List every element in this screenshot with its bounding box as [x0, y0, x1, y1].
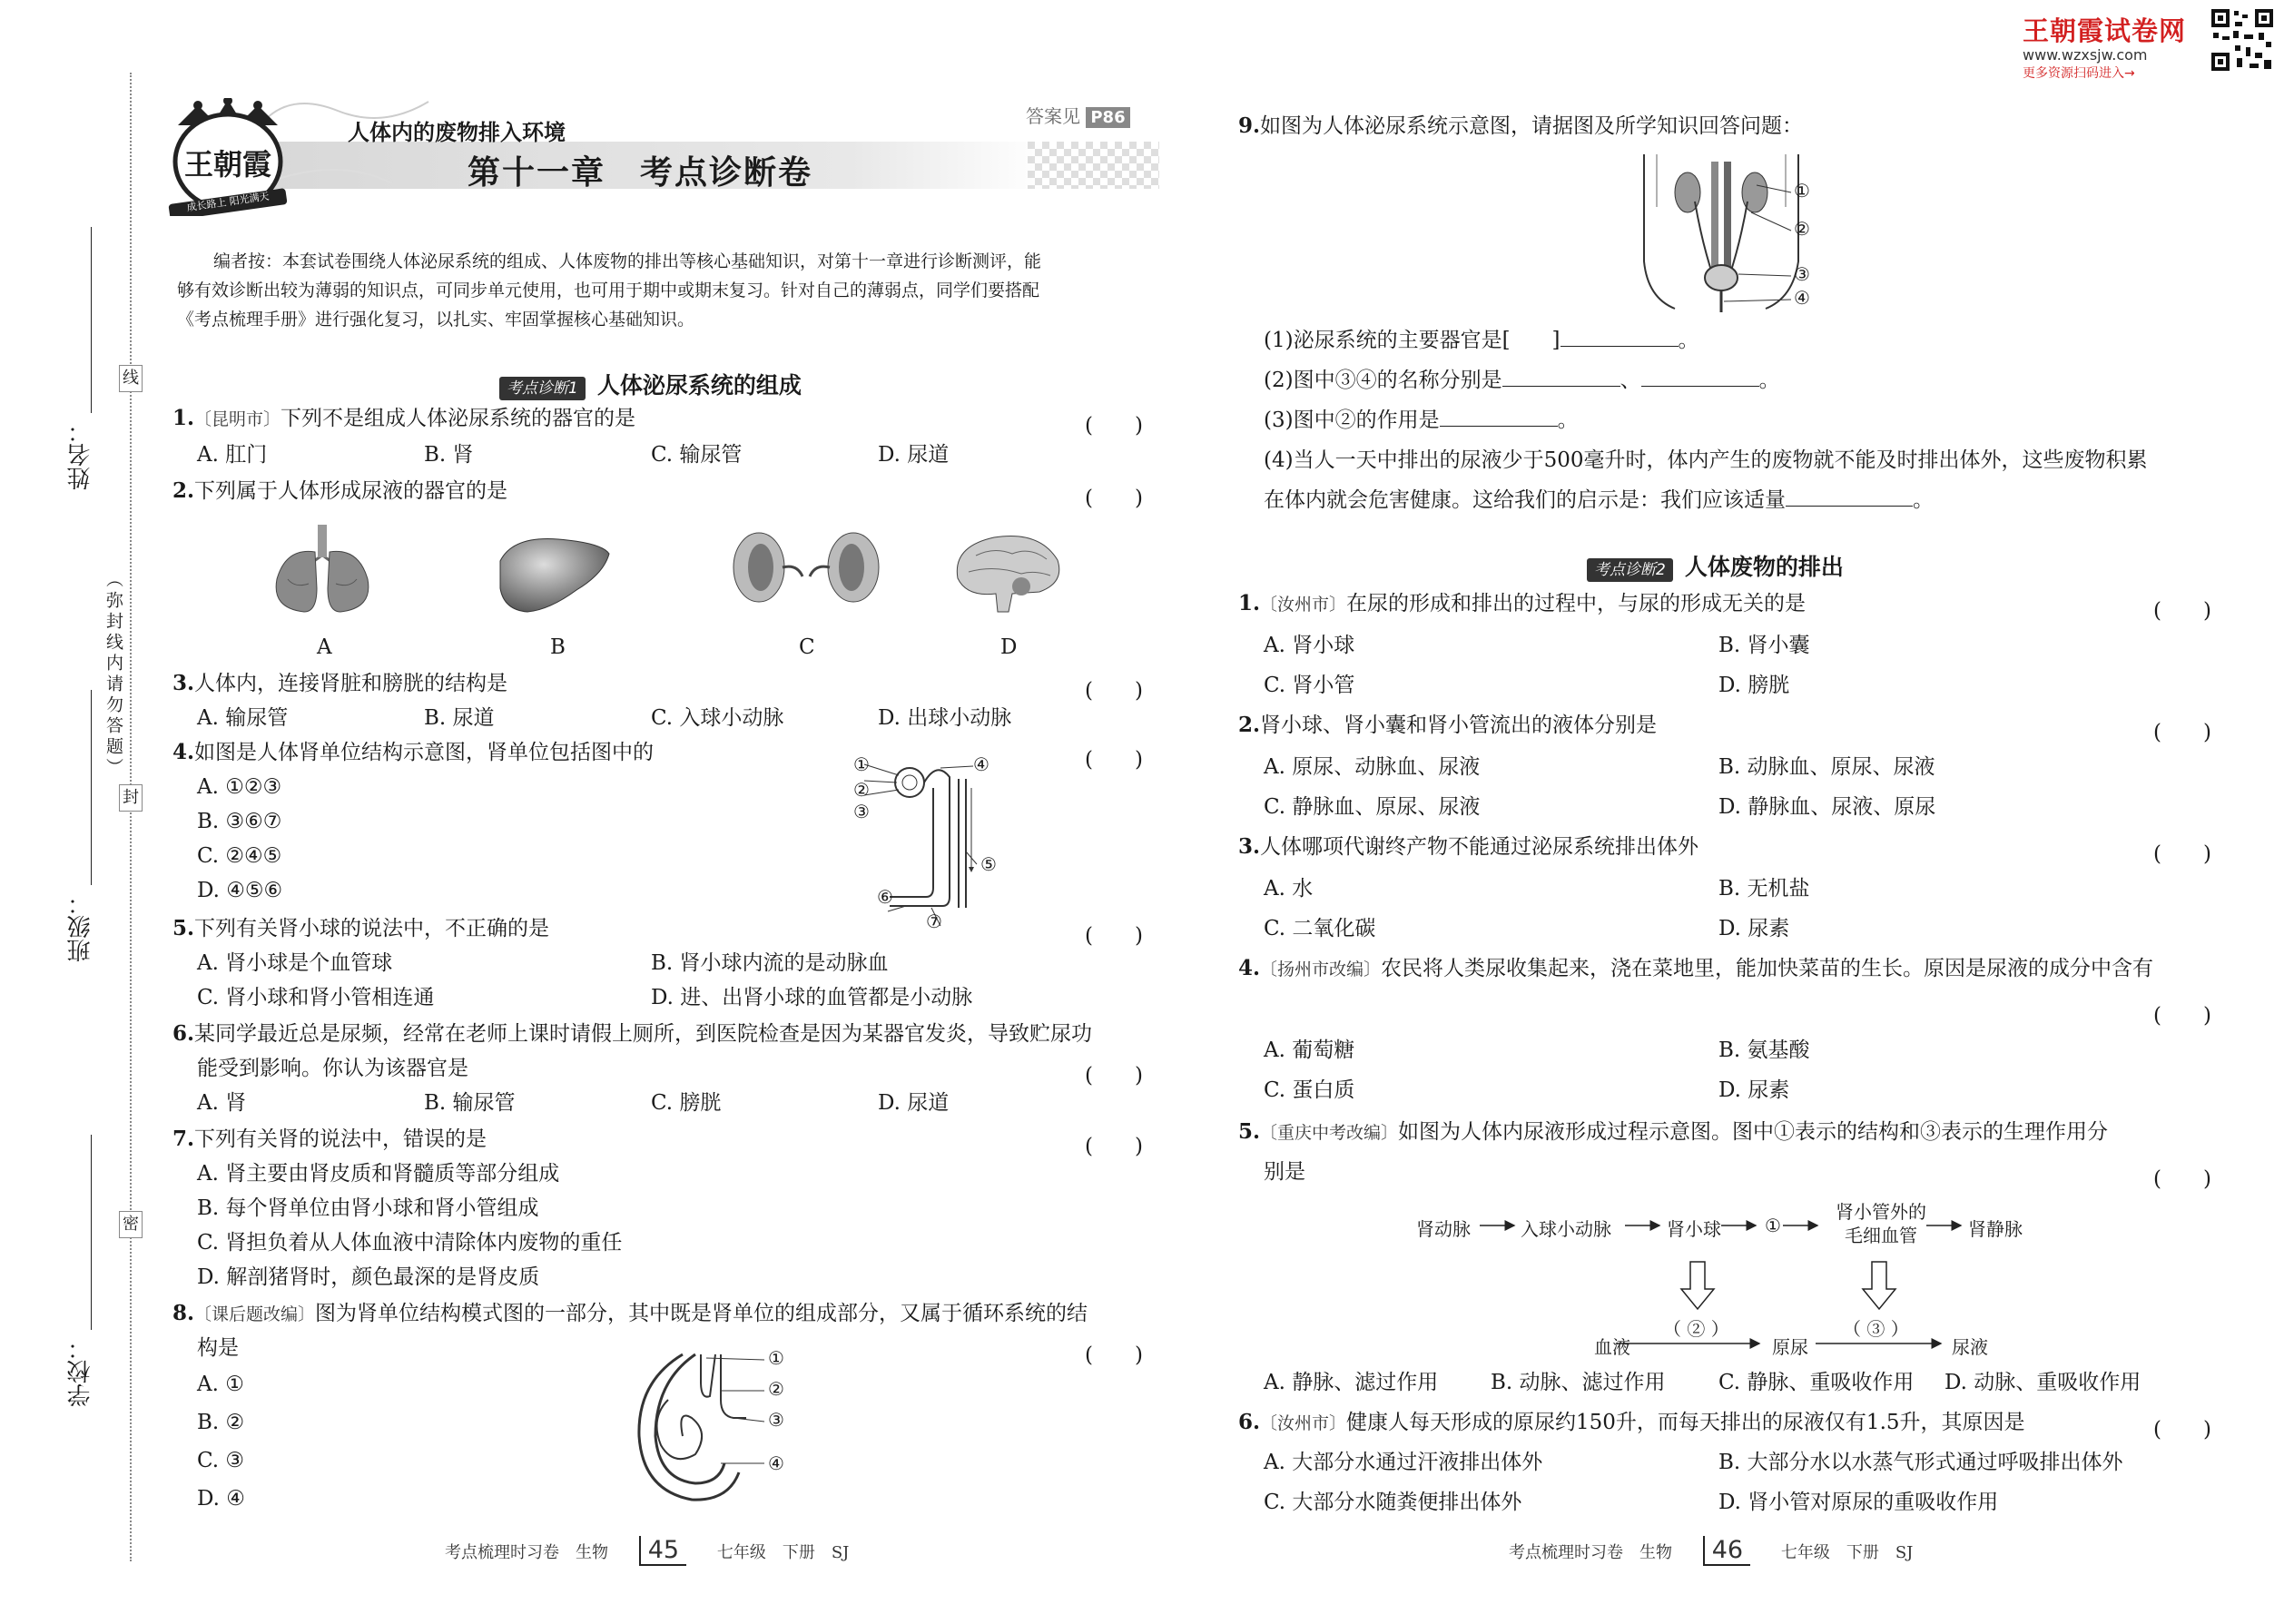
option-d[interactable]: D. ④ — [197, 1487, 245, 1511]
option-c[interactable]: C. 肾担负着从人体血液中清除体内废物的重任 — [197, 1231, 623, 1255]
q-number: 5. — [1238, 1119, 1261, 1144]
logo-badge — [162, 98, 294, 216]
flow-capillaries-line1: 肾小管外的 — [1836, 1201, 1926, 1223]
answer-paren[interactable]: ( ) — [1085, 679, 1143, 703]
q9-sub-3 — [1264, 403, 1579, 438]
option-c[interactable]: C. 二氧化碳 — [1264, 917, 1376, 940]
option-d[interactable]: D. ④⑤⑥ — [197, 879, 283, 902]
flow-glomerulus: 肾小球 — [1667, 1218, 1721, 1240]
q9-sub-4-text: 在体内就会危害健康。这给我们的启示是：我们应该适量 — [1264, 488, 1786, 512]
corpuscle-label-3: ③ — [768, 1409, 784, 1431]
q-text: 如图为人体内尿液形成过程示意图。图中①表示的结构和③表示的生理作用分 — [1398, 1120, 2109, 1144]
option-b[interactable]: B. 动脉血、原尿、尿液 — [1718, 755, 1935, 779]
option-c[interactable]: C. 入球小动脉 — [651, 706, 784, 730]
nephron-label-1: ① — [853, 753, 870, 775]
option-a[interactable]: A. 大部分水通过汗液排出体外 — [1264, 1451, 1543, 1474]
option-b[interactable]: B. 肾小球内流的是动脉血 — [651, 951, 889, 975]
s2-question-3 — [1238, 830, 1698, 864]
flow-marker-2: （ ② ） — [1663, 1318, 1729, 1340]
option-d[interactable]: D. 尿素 — [1718, 917, 1790, 940]
flow-urine: 尿液 — [1952, 1336, 1988, 1358]
answer-paren[interactable]: ( ) — [1085, 487, 1143, 510]
q-number: 6. — [172, 1021, 195, 1046]
answer-paren[interactable]: ( ) — [2153, 1167, 2211, 1191]
answer-paren[interactable]: ( ) — [1085, 1343, 1143, 1367]
s2-question-6 — [1238, 1405, 2025, 1441]
option-a[interactable]: A. 水 — [1264, 877, 1314, 901]
q-number: 7. — [172, 1127, 195, 1151]
option-a[interactable]: A. 肛门 — [197, 443, 268, 467]
q-number: 9. — [1238, 113, 1261, 138]
option-b[interactable]: B. 大部分水以水蒸气形式通过呼吸排出体外 — [1718, 1451, 2123, 1474]
footer-left — [445, 1536, 849, 1564]
q9-sub-1-end: 。 — [1678, 329, 1699, 352]
option-c[interactable]: C. 蛋白质 — [1264, 1078, 1355, 1102]
school-label: 学校： — [67, 1336, 94, 1407]
class-line — [91, 690, 92, 885]
urinary-label-1: ① — [1794, 180, 1810, 202]
q-number: 2. — [172, 478, 195, 503]
answer-paren[interactable]: ( ) — [2153, 1418, 2211, 1442]
corpuscle-label-1: ① — [768, 1347, 784, 1369]
q9-sub-2-text: (2)图中③④的名称分别是 — [1264, 369, 1502, 392]
q-text: 某同学最近总是尿频，经常在老师上课时请假上厕所，到医院检查是因为某器官发炎，导致贮尿功 — [194, 1022, 1093, 1046]
corpuscle-label-4: ④ — [768, 1452, 784, 1474]
answer-paren[interactable]: ( ) — [1085, 1064, 1143, 1088]
s2-question-5-cont: 别是 — [1264, 1160, 1305, 1184]
q-number: 5. — [172, 916, 195, 940]
option-b[interactable]: B. 动脉、滤过作用 — [1491, 1371, 1666, 1394]
nephron-label-7: ⑦ — [926, 910, 942, 932]
q9-sub-4-end: 。 — [1913, 488, 1934, 512]
figure-label-d: D — [1000, 635, 1018, 659]
logo-text: 王朝霞 — [183, 147, 271, 182]
q-number: 1. — [1238, 591, 1261, 615]
option-b[interactable]: B. 氨基酸 — [1718, 1038, 1810, 1062]
q-text: 如图为人体泌尿系统示意图，请据图及所学知识回答问题： — [1260, 114, 1804, 138]
question-9 — [1238, 109, 1803, 143]
answer-paren[interactable]: ( ) — [2153, 599, 2211, 623]
q-source-tag: 〔汝州市〕 — [1260, 595, 1347, 615]
section1-title: 人体泌尿系统的组成 — [596, 372, 802, 399]
mark-line: 线 — [119, 365, 143, 392]
editor-note-line: 够有效诊断出较为薄弱的知识点，可同步单元使用，也可用于期中或期末复习。针对自己的薄弱点，同学们要搭配 — [177, 281, 1040, 300]
footer-right — [1509, 1536, 1913, 1564]
question-2 — [172, 474, 507, 508]
option-c[interactable]: C. 膀胱 — [651, 1091, 722, 1115]
brain-icon[interactable] — [949, 528, 1067, 619]
footer-text: 考点梳理时习卷 生物 — [445, 1543, 608, 1562]
question-7 — [172, 1122, 487, 1156]
header-subtitle: 人体内的废物排入环境 — [348, 119, 566, 145]
page-title: 第十一章 考点诊断卷 — [468, 154, 813, 192]
nephron-label-4: ④ — [973, 753, 989, 775]
q-source-tag: 〔重庆中考改编〕 — [1260, 1123, 1399, 1143]
qr-code-icon — [2210, 7, 2275, 73]
question-6 — [172, 1017, 1092, 1051]
page-number: 46 — [1703, 1536, 1750, 1566]
figure-label-a: A — [317, 635, 332, 659]
option-d[interactable]: D. 尿道 — [878, 443, 950, 467]
q-number: 2. — [1238, 713, 1261, 737]
page-number: 45 — [639, 1536, 686, 1566]
q-text: 图为肾单位结构模式图的一部分，其中既是肾单位的组成部分，又属于循环系统的结 — [315, 1302, 1088, 1325]
answer-blank[interactable] — [1440, 404, 1558, 427]
name-field[interactable] — [64, 227, 94, 490]
q9-sub-2-mid: 、 — [1620, 369, 1641, 392]
nephron-label-6: ⑥ — [877, 886, 893, 908]
answer-paren[interactable]: ( ) — [1085, 1135, 1143, 1158]
section2-title: 人体废物的排出 — [1684, 554, 1844, 580]
mark-secret: 密 — [119, 1211, 143, 1238]
option-a[interactable]: A. 肾小球是个血管球 — [197, 951, 393, 975]
question-8-cont: 构是 — [197, 1336, 239, 1360]
q9-sub-2-end: 。 — [1758, 369, 1780, 392]
editor-note-line: 《考点梳理手册》进行强化复习，以扎实、牢固掌握核心基础知识。 — [177, 310, 695, 330]
q-number: 3. — [1238, 834, 1261, 859]
option-d[interactable]: D. 尿道 — [878, 1091, 950, 1115]
name-label: 姓名： — [67, 419, 94, 490]
urinary-label-3: ③ — [1794, 263, 1810, 285]
answer-blank[interactable] — [1786, 484, 1913, 507]
urinary-label-4: ④ — [1794, 287, 1810, 309]
s2-question-4 — [1238, 951, 2153, 987]
q-number: 8. — [172, 1301, 195, 1325]
flow-renal-artery: 肾动脉 — [1416, 1218, 1471, 1240]
flow-renal-vein: 肾静脉 — [1968, 1218, 2023, 1240]
school-line — [91, 1135, 92, 1330]
q-number: 6. — [1238, 1410, 1261, 1434]
answer-blank[interactable] — [1641, 364, 1759, 387]
answer-ref — [1026, 102, 1130, 128]
option-b[interactable]: B. ② — [197, 1411, 245, 1434]
option-a[interactable]: A. 静脉、滤过作用 — [1264, 1371, 1439, 1394]
option-a[interactable]: A. ①②③ — [197, 775, 282, 799]
class-label: 班级： — [67, 891, 94, 962]
q-text: 健康人每天形成的原尿约150升，而每天排出的尿液仅有1.5升，其原因是 — [1346, 1411, 2025, 1434]
question-5 — [172, 911, 549, 946]
q-text: 在尿的形成和排出的过程中，与尿的形成无关的是 — [1346, 592, 1807, 615]
flow-capillaries — [1836, 1200, 1926, 1247]
q-source-tag: 〔昆明市〕 — [194, 409, 281, 429]
answer-paren[interactable]: ( ) — [1085, 924, 1143, 948]
option-d[interactable]: D. 肾小管对原尿的重吸收作用 — [1718, 1491, 1999, 1514]
q9-sub-4-cont — [1264, 483, 1934, 517]
answer-paren[interactable]: ( ) — [2153, 842, 2211, 866]
q-text: 人体哪项代谢终产物不能通过泌尿系统排出体外 — [1260, 835, 1699, 859]
q9-sub-1 — [1264, 323, 1699, 358]
answer-paren[interactable]: ( ) — [2153, 721, 2211, 744]
q9-sub-3-text: (3)图中②的作用是 — [1264, 408, 1440, 432]
q-text: 如图是人体肾单位结构示意图，肾单位包括图中的 — [194, 741, 655, 764]
answer-ref-label: 答案见 — [1026, 105, 1080, 127]
option-b[interactable]: B. 输尿管 — [424, 1091, 516, 1115]
q-text: 下列有关肾的说法中，错误的是 — [194, 1127, 487, 1151]
figure-label-b: B — [550, 635, 566, 659]
brand-url: www.wzxsjw.com — [2023, 46, 2148, 64]
answer-blank[interactable] — [1561, 324, 1679, 347]
q9-sub-1-text: (1)泌尿系统的主要器官是[ ] — [1264, 329, 1561, 352]
q-source-tag: 〔汝州市〕 — [1260, 1413, 1347, 1433]
editor-note — [177, 247, 1041, 334]
school-field[interactable] — [64, 1135, 94, 1407]
q-number: 4. — [1238, 956, 1261, 980]
lungs-icon[interactable] — [268, 525, 377, 615]
q9-sub-3-end: 。 — [1557, 408, 1579, 432]
editor-note-line: 编者按：本套试卷围绕人体泌尿系统的组成、人体废物的排出等核心基础知识，对第十一章进行诊断测评，能 — [213, 251, 1042, 271]
section1-heading — [499, 368, 802, 400]
flow-primary-urine: 原尿 — [1772, 1336, 1808, 1358]
footer-grade: 七年级 下册 SJ — [716, 1543, 850, 1562]
option-c[interactable]: C. ②④⑤ — [197, 844, 282, 868]
q9-sub-2 — [1264, 363, 1780, 398]
question-6-cont: 能受到影响。你认为该器官是 — [197, 1057, 468, 1080]
nephron-label-2: ② — [853, 779, 870, 801]
flow-capillaries-line2: 毛细血管 — [1845, 1225, 1917, 1246]
answer-paren[interactable]: ( ) — [1085, 414, 1143, 438]
q-text: 人体内，连接肾脏和膀胱的结构是 — [194, 672, 508, 695]
flow-afferent-arteriole: 入球小动脉 — [1521, 1218, 1611, 1240]
option-a[interactable]: A. 输尿管 — [197, 706, 289, 730]
option-d[interactable]: D. 出球小动脉 — [878, 706, 1012, 730]
nephron-label-3: ③ — [853, 801, 870, 822]
option-d[interactable]: D. 膀胱 — [1718, 674, 1790, 697]
q-source-tag: 〔扬州市改编〕 — [1260, 960, 1382, 979]
option-c[interactable]: C. 肾小管 — [1264, 674, 1355, 697]
corpuscle-label-2: ② — [768, 1378, 784, 1400]
answer-blank[interactable] — [1502, 364, 1620, 387]
answer-page-badge: P86 — [1086, 107, 1129, 128]
option-a[interactable]: A. 肾小球 — [1264, 634, 1355, 657]
section1-badge: 考点诊断1 — [499, 377, 586, 400]
footer-grade: 七年级 下册 SJ — [1780, 1543, 1914, 1562]
q-text: 肾小球、肾小囊和肾小管流出的液体分别是 — [1260, 714, 1658, 737]
s2-question-5 — [1238, 1115, 2108, 1150]
nephron-label-5: ⑤ — [980, 853, 997, 875]
option-d[interactable]: D. 解剖猪肾时，颜色最深的是肾皮质 — [197, 1265, 540, 1289]
liver-icon[interactable] — [495, 534, 613, 617]
option-c[interactable]: C. 静脉、重吸收作用 — [1718, 1371, 1915, 1394]
option-b[interactable]: B. 尿道 — [424, 706, 495, 730]
q-source-tag: 〔课后题改编〕 — [194, 1304, 316, 1324]
flow-marker-3: （ ③ ） — [1843, 1318, 1909, 1340]
urinary-system-diagram — [1639, 153, 1820, 314]
question-8 — [172, 1296, 1088, 1332]
option-d[interactable]: D. 进、出肾小球的血管都是小动脉 — [651, 986, 973, 1009]
option-a[interactable]: A. 肾 — [197, 1091, 247, 1115]
q-text: 农民将人类尿收集起来，浇在菜地里，能加快菜苗的生长。原因是尿液的成分中含有 — [1381, 957, 2154, 980]
option-d[interactable]: D. 动脉、重吸收作用 — [1944, 1371, 2141, 1394]
option-b[interactable]: B. 肾小囊 — [1718, 634, 1810, 657]
binding-line — [130, 73, 132, 1561]
q-number: 1. — [172, 406, 195, 430]
answer-paren[interactable]: ( ) — [2153, 1004, 2211, 1028]
option-b[interactable]: B. 肾 — [424, 443, 474, 467]
brand-promo: 更多资源扫码进入→ — [2023, 66, 2135, 81]
kidneys-icon[interactable] — [724, 531, 888, 613]
option-b[interactable]: B. ③⑥⑦ — [197, 810, 282, 833]
question-1 — [172, 401, 635, 437]
question-3 — [172, 666, 507, 701]
option-a[interactable]: A. 原尿、动脉血、尿液 — [1264, 755, 1481, 779]
option-b[interactable]: B. 每个肾单位由肾小球和肾小管组成 — [197, 1196, 539, 1220]
option-d[interactable]: D. 尿素 — [1718, 1078, 1790, 1102]
q-number: 4. — [172, 740, 195, 764]
section2-heading — [1587, 549, 1844, 582]
question-4 — [172, 735, 654, 770]
brand-logo — [2023, 11, 2186, 82]
section2-badge: 考点诊断2 — [1587, 558, 1673, 582]
option-c[interactable]: C. 静脉血、原尿、尿液 — [1264, 795, 1481, 819]
option-c[interactable]: C. 输尿管 — [651, 443, 743, 467]
option-c[interactable]: C. 大部分水随粪便排出体外 — [1264, 1491, 1522, 1514]
option-a[interactable]: A. ① — [197, 1373, 244, 1396]
s2-question-1 — [1238, 586, 1806, 622]
q-number: 3. — [172, 671, 195, 695]
figure-label-c: C — [799, 635, 815, 659]
logo-motto: 成长路上 阳光满天 — [185, 190, 271, 214]
option-a[interactable]: A. 肾主要由肾皮质和肾髓质等部分组成 — [197, 1162, 560, 1186]
q-text: 下列不是组成人体泌尿系统的器官的是 — [281, 407, 636, 430]
name-line — [91, 227, 92, 413]
option-c[interactable]: C. 肾小球和肾小管相连通 — [197, 986, 435, 1009]
option-d[interactable]: D. 静脉血、尿液、原尿 — [1718, 795, 1936, 819]
q9-sub-4: (4)当人一天中排出的尿液少于500毫升时，体内产生的废物就不能及时排出体外，这些废物积累 — [1264, 448, 2148, 472]
q-text: 下列属于人体形成尿液的器官的是 — [194, 479, 508, 503]
class-field[interactable] — [64, 690, 94, 962]
answer-paren[interactable]: ( ) — [1085, 748, 1143, 772]
footer-text: 考点梳理时习卷 生物 — [1509, 1543, 1672, 1562]
flow-marker-1: ① — [1765, 1215, 1781, 1236]
option-b[interactable]: B. 无机盐 — [1718, 877, 1810, 901]
brand-name: 王朝霞试卷网 — [2023, 15, 2187, 46]
urinary-label-2: ② — [1794, 218, 1810, 240]
option-c[interactable]: C. ③ — [197, 1449, 245, 1472]
option-a[interactable]: A. 葡萄糖 — [1264, 1038, 1355, 1062]
seal-note: （弥封线内请勿答题） — [103, 570, 123, 779]
q-text: 下列有关肾小球的说法中，不正确的是 — [194, 917, 550, 940]
flow-blood: 血液 — [1594, 1336, 1630, 1358]
mark-seal: 封 — [119, 784, 143, 812]
renal-corpuscle-diagram — [619, 1345, 792, 1509]
s2-question-2 — [1238, 708, 1657, 743]
